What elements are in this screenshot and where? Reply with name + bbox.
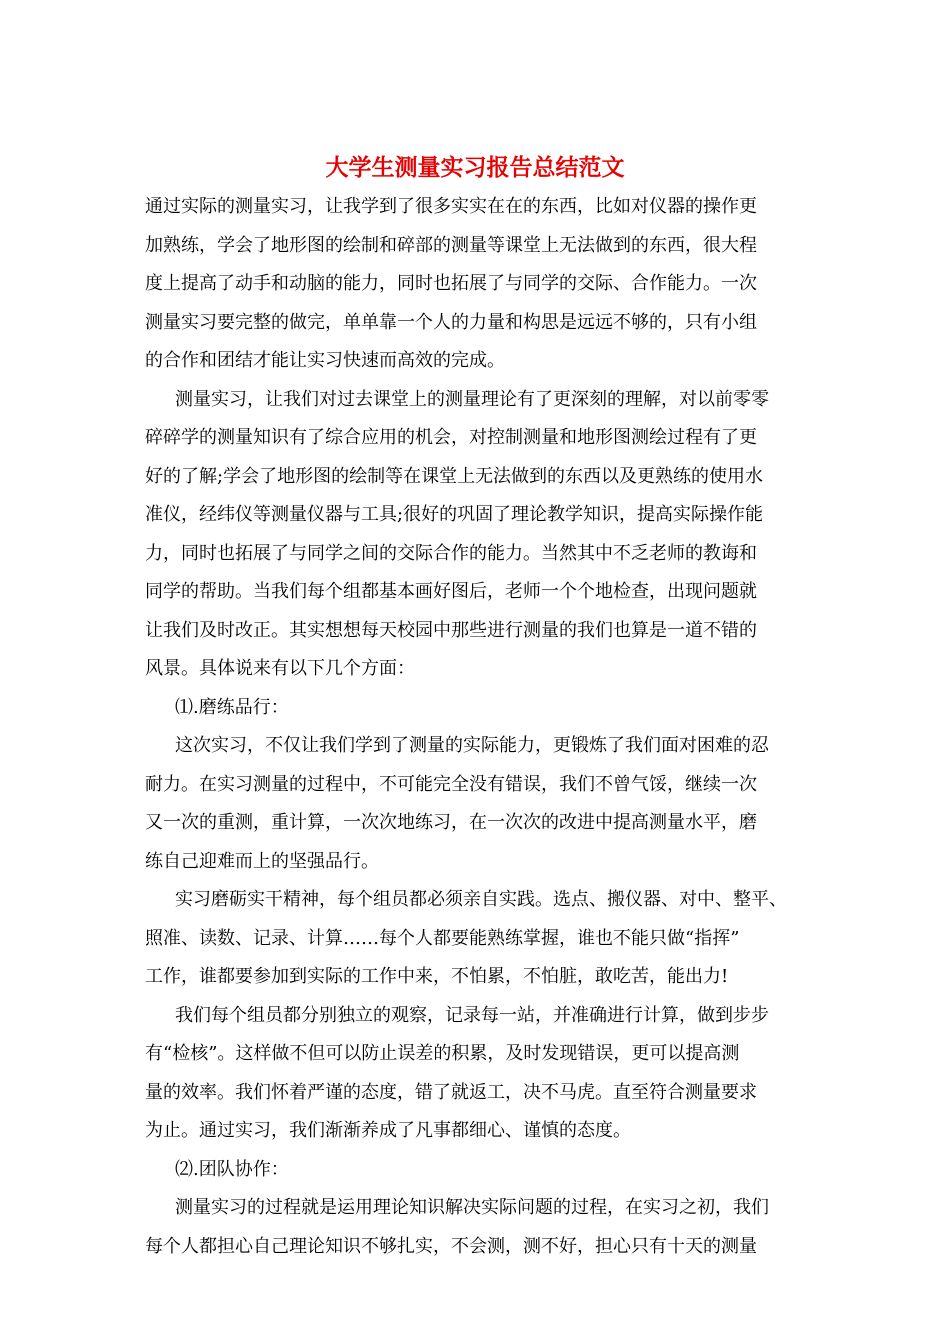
text-line: 风景。具体说来有以下几个方面： <box>145 658 415 679</box>
text-line: 每个人都担心自己理论知识不够扎实，不会测，测不好，担心只有十天的测量 <box>145 1235 757 1257</box>
text-line: ⑴.磨练品行： <box>175 696 289 718</box>
text-line: 通过实际的测量实习，让我学到了很多实实在在的东西，比如对仪器的操作更 <box>145 196 757 217</box>
text-line: 实习磨砺实干精神，每个组员都必须亲自实践。选点、搬仪器、对中、整平、 <box>175 889 787 910</box>
document-title: 大学生测量实习报告总结范文 <box>325 154 625 181</box>
text-line: 有“检核”。这样做不但可以防止误差的积累，及时发现错误，更可以提高测 <box>145 1043 740 1064</box>
text-line: 好的了解;学会了地形图的绘制等在课堂上无法做到的东西以及更熟练的使用水 <box>145 465 764 487</box>
text-line: 力，同时也拓展了与同学之间的交际合作的能力。当然其中不乏老师的教诲和 <box>145 542 757 564</box>
text-line: 这次实习，不仅让我们学到了测量的实际能力，更锻炼了我们面对困难的忍 <box>175 735 769 756</box>
text-line: 我们每个组员都分别独立的观察，记录每一站，并准确进行计算，做到步步 <box>175 1004 769 1026</box>
text-line: 准仪，经纬仪等测量仪器与工具;很好的巩固了理论教学知识，提高实际操作能 <box>145 504 764 525</box>
text-line: 碎碎学的测量知识有了综合应用的机会，对控制测量和地形图测绘过程有了更 <box>145 427 757 448</box>
text-line: 度上提高了动手和动脑的能力，同时也拓展了与同学的交际、合作能力。一次 <box>145 273 757 294</box>
text-line: 测量实习的过程就是运用理论知识解决实际问题的过程，在实习之初，我们 <box>175 1197 769 1218</box>
text-line: 同学的帮助。当我们每个组都基本画好图后，老师一个个地检查，出现问题就 <box>145 581 757 602</box>
text-line: 耐力。在实习测量的过程中，不可能完全没有错误，我们不曾气馁，继续一次 <box>145 773 757 795</box>
text-line: ⑵.团队协作： <box>175 1158 289 1180</box>
text-line: 照准、读数、记录、计算……每个人都要能熟练掌握，谁也不能只做“指挥” <box>145 927 740 949</box>
text-line: 工作，谁都要参加到实际的工作中来，不怕累，不怕脏，敢吃苦，能出力! <box>145 966 729 987</box>
text-line: 加熟练，学会了地形图的绘制和碎部的测量等课堂上无法做到的东西，很大程 <box>145 234 757 256</box>
text-line: 为止。通过实习，我们渐渐养成了凡事都细心、谨慎的态度。 <box>145 1120 631 1141</box>
text-line: 又一次的重测，重计算，一次次地练习，在一次次的改进中提高测量水平，磨 <box>145 812 757 833</box>
text-line: 测量实习，让我们对过去课堂上的测量理论有了更深刻的理解，对以前零零 <box>175 388 769 410</box>
text-line: 的合作和团结才能让实习快速而高效的完成。 <box>145 350 505 371</box>
text-line: 测量实习要完整的做完，单单靠一个人的力量和构思是远远不够的，只有小组 <box>145 311 757 333</box>
text-line: 量的效率。我们怀着严谨的态度，错了就返工，决不马虎。直至符合测量要求 <box>145 1081 757 1103</box>
text-line: 练自己迎难而上的坚强品行。 <box>145 850 379 872</box>
text-line: 让我们及时改正。其实想想每天校园中那些进行测量的我们也算是一道不错的 <box>145 619 757 641</box>
document-body <box>145 188 820 1266</box>
